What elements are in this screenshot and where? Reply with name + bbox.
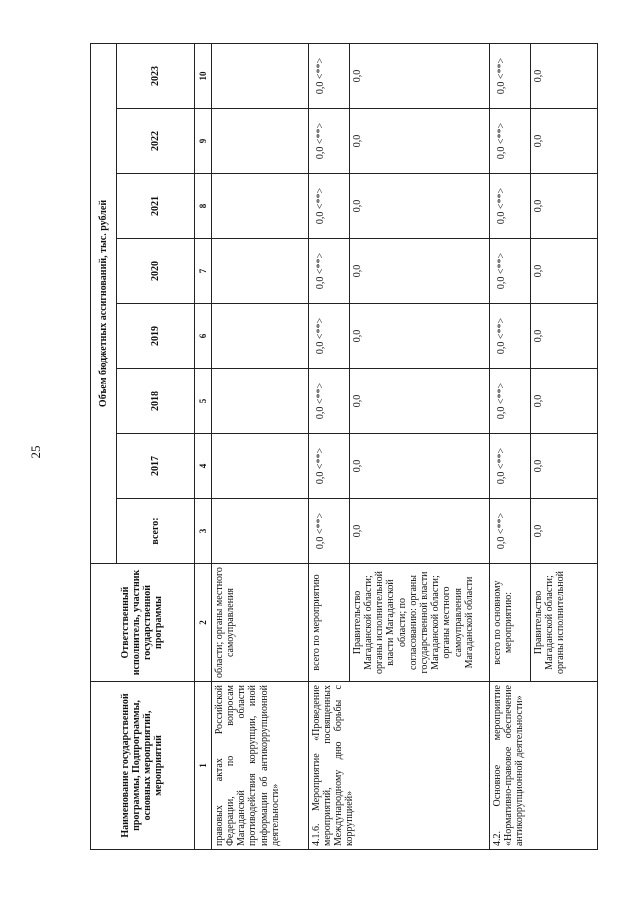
column-number: 5 [194,369,211,434]
column-number: 10 [194,43,211,108]
table-row [308,43,349,849]
row-value: 0,0 <**> [308,369,349,434]
row-value: 0,0 <**> [490,369,531,434]
table-row [211,43,308,849]
column-number: 6 [194,304,211,369]
row-executor: всего по мероприятию [308,564,349,682]
rotated-table-container [90,44,598,850]
row-name: 4.2. Основное мероприятие «Нормативно-правовое обеспечение антикоррупционной деятельности» [490,682,598,850]
row-executor: области; органы местного самоуправления [211,564,308,682]
row-value: 0,0 <**> [490,109,531,174]
header-year: 2019 [116,304,194,369]
row-name: 4.1.6. Мероприятие «Проведение мероприятий, посвященных Международному дню борьбы с коррупцией» [308,682,489,850]
column-number: 2 [194,564,211,682]
row-value [211,369,308,434]
row-value: 0,0 <**> [308,304,349,369]
row-value [211,434,308,499]
header-executor: Ответственный исполнитель, участник государственной программы [91,564,195,682]
row-value: 0,0 <**> [308,239,349,304]
header-year: 2017 [116,434,194,499]
header-year: 2020 [116,239,194,304]
row-value: 0,0 <**> [490,304,531,369]
row-value [211,174,308,239]
row-value [211,43,308,108]
header-year: 2022 [116,109,194,174]
header-total: всего: [116,499,194,564]
header-name: Наименование государственной программы, Подпрограммы, основных мероприятий, мероприятий [91,682,195,850]
column-number: 1 [194,682,211,850]
row-value: 0,0 [349,43,489,108]
header-row [91,43,117,849]
row-value: 0,0 [531,43,598,108]
row-value: 0,0 [349,499,489,564]
row-value: 0,0 <**> [490,499,531,564]
row-value: 0,0 <**> [308,434,349,499]
row-sub-executor: Правительство Магаданской области; органы исполнительной власти Магаданской области; по согласованию: органы государственной власти Магаданской области; органы местного самоуправления Магаданской области [349,564,489,682]
row-value [211,109,308,174]
row-value: 0,0 [349,174,489,239]
row-value: 0,0 [349,109,489,174]
column-number: 9 [194,109,211,174]
row-name: правовых актах Российской Федерации, по вопросам Магаданской области противодействия коррупции, иной информации об антикоррупционной деятельности» [211,682,308,850]
row-value: 0,0 <**> [490,43,531,108]
row-value: 0,0 [531,434,598,499]
row-value: 0,0 <**> [308,43,349,108]
row-value: 0,0 <**> [308,109,349,174]
row-sub-executor: Правительство Магаданской области; органы исполнительной [531,564,598,682]
row-value: 0,0 [349,239,489,304]
row-value: 0,0 [531,369,598,434]
header-year: 2023 [116,43,194,108]
row-value: 0,0 [349,304,489,369]
header-budget: Объем бюджетных ассигнований, тыс. рублей [91,43,117,563]
row-value: 0,0 <**> [490,239,531,304]
page-number: 25 [28,445,43,459]
column-number: 8 [194,174,211,239]
column-number: 7 [194,239,211,304]
row-value: 0,0 <**> [490,434,531,499]
row-value: 0,0 [531,304,598,369]
table-row [490,43,531,849]
row-value: 0,0 [349,369,489,434]
column-number: 3 [194,499,211,564]
row-value: 0,0 <**> [490,174,531,239]
row-value: 0,0 [531,499,598,564]
row-value: 0,0 <**> [308,499,349,564]
header-year: 2021 [116,174,194,239]
row-value: 0,0 [349,434,489,499]
row-value [211,239,308,304]
row-value: 0,0 [531,109,598,174]
row-value: 0,0 [531,239,598,304]
row-value: 0,0 [531,174,598,239]
header-year: 2018 [116,369,194,434]
row-value [211,499,308,564]
budget-table [90,43,598,850]
row-executor: всего по основному мероприятию: [490,564,531,682]
row-value: 0,0 <**> [308,174,349,239]
column-number: 4 [194,434,211,499]
row-value [211,304,308,369]
column-number-row [194,43,211,849]
